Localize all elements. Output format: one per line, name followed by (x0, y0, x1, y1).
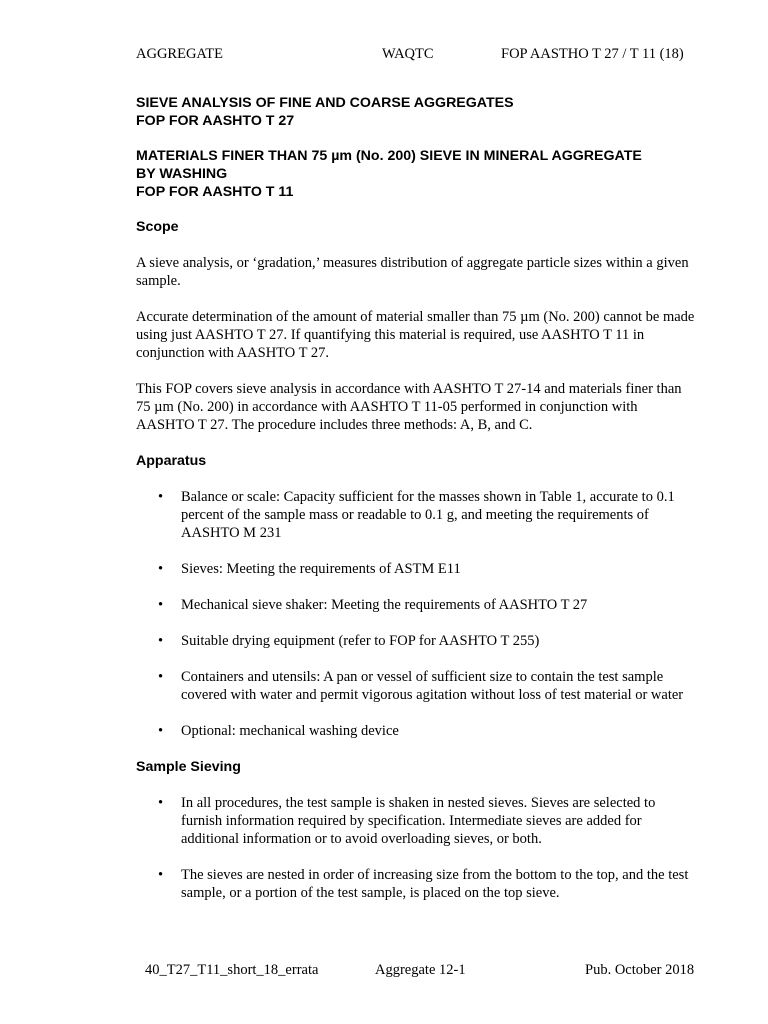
apparatus-item-drying: Suitable drying equipment (refer to FOP for AASHTO T 255) (181, 633, 540, 649)
scope-paragraph-3: This FOP covers sieve analysis in accordance with AASHTO T 27-14 and materials finer than 75 µm (No. 200) in accordance with AASHTO T 11-05 performed in conjunction with AASHTO T 27. The procedure includes three methods: A, B, and C. (136, 381, 682, 433)
apparatus-item-sieves: Sieves: Meeting the requirements of ASTM E11 (181, 561, 461, 577)
bullet-icon: • (158, 597, 164, 613)
bullet-icon: • (158, 561, 164, 577)
scope-heading: Scope (136, 219, 179, 235)
header-center: WAQTC (382, 46, 434, 62)
apparatus-item-containers: Containers and utensils: A pan or vessel of sufficient size to contain the test sample covered with water and permit vigorous agitation without loss of test material or water (181, 669, 684, 703)
footer-page-number: Aggregate 12-1 (375, 962, 466, 978)
list-item (136, 488, 696, 542)
document-body (136, 94, 696, 902)
list-item (136, 722, 696, 740)
apparatus-list (136, 488, 696, 740)
bullet-icon: • (158, 867, 164, 883)
title-block-t27 (136, 94, 696, 130)
title-line-3: MATERIALS FINER THAN 75 µm (No. 200) SIEVE IN MINERAL AGGREGATE (136, 148, 642, 164)
apparatus-item-washing-device: Optional: mechanical washing device (181, 723, 399, 739)
sieving-item-nested: In all procedures, the test sample is shaken in nested sieves. Sieves are selected to furnish information required by specification. Intermediate sieves are added for additional information or to avoid overloading sieves, or both. (181, 795, 656, 847)
apparatus-heading: Apparatus (136, 453, 207, 469)
header-right: FOP AASTHO T 27 / T 11 (18) (501, 46, 684, 62)
apparatus-item-balance: Balance or scale: Capacity sufficient for the masses shown in Table 1, accurate to 0.1 percent of the sample mass or readable to 0.1 g, and meeting the requirements of AASHTO M 231 (181, 489, 675, 541)
bullet-icon: • (158, 795, 164, 811)
title-line-1: SIEVE ANALYSIS OF FINE AND COARSE AGGREGATES (136, 95, 514, 111)
title-line-5: FOP FOR AASHTO T 11 (136, 184, 294, 200)
title-block-t11 (136, 147, 696, 201)
list-item (136, 668, 696, 704)
scope-paragraph-2: Accurate determination of the amount of material smaller than 75 µm (No. 200) cannot be made using just AASHTO T 27. If quantifying this material is required, use AASHTO T 11 in conjunction with AASHTO T 27. (136, 309, 695, 361)
footer-left: 40_T27_T11_short_18_errata (145, 962, 319, 978)
list-item (136, 866, 696, 902)
header-left: AGGREGATE (136, 46, 223, 62)
bullet-icon: • (158, 723, 164, 739)
footer-right: Pub. October 2018 (585, 962, 695, 978)
list-item (136, 794, 696, 848)
bullet-icon: • (158, 489, 164, 505)
scope-paragraph-1: A sieve analysis, or ‘gradation,’ measures distribution of aggregate particle sizes within a given sample. (136, 255, 689, 289)
sample-sieving-heading: Sample Sieving (136, 759, 241, 775)
bullet-icon: • (158, 633, 164, 649)
sample-sieving-list (136, 794, 696, 902)
bullet-icon: • (158, 669, 164, 685)
sieving-item-order: The sieves are nested in order of increasing size from the bottom to the top, and the test sample, or a portion of the test sample, is placed on the top sieve. (181, 867, 689, 901)
title-line-4: BY WASHING (136, 166, 228, 182)
list-item (136, 632, 696, 650)
title-line-2: FOP FOR AASHTO T 27 (136, 113, 295, 129)
list-item (136, 560, 696, 578)
list-item (136, 596, 696, 614)
apparatus-item-shaker: Mechanical sieve shaker: Meeting the requirements of AASHTO T 27 (181, 597, 588, 613)
